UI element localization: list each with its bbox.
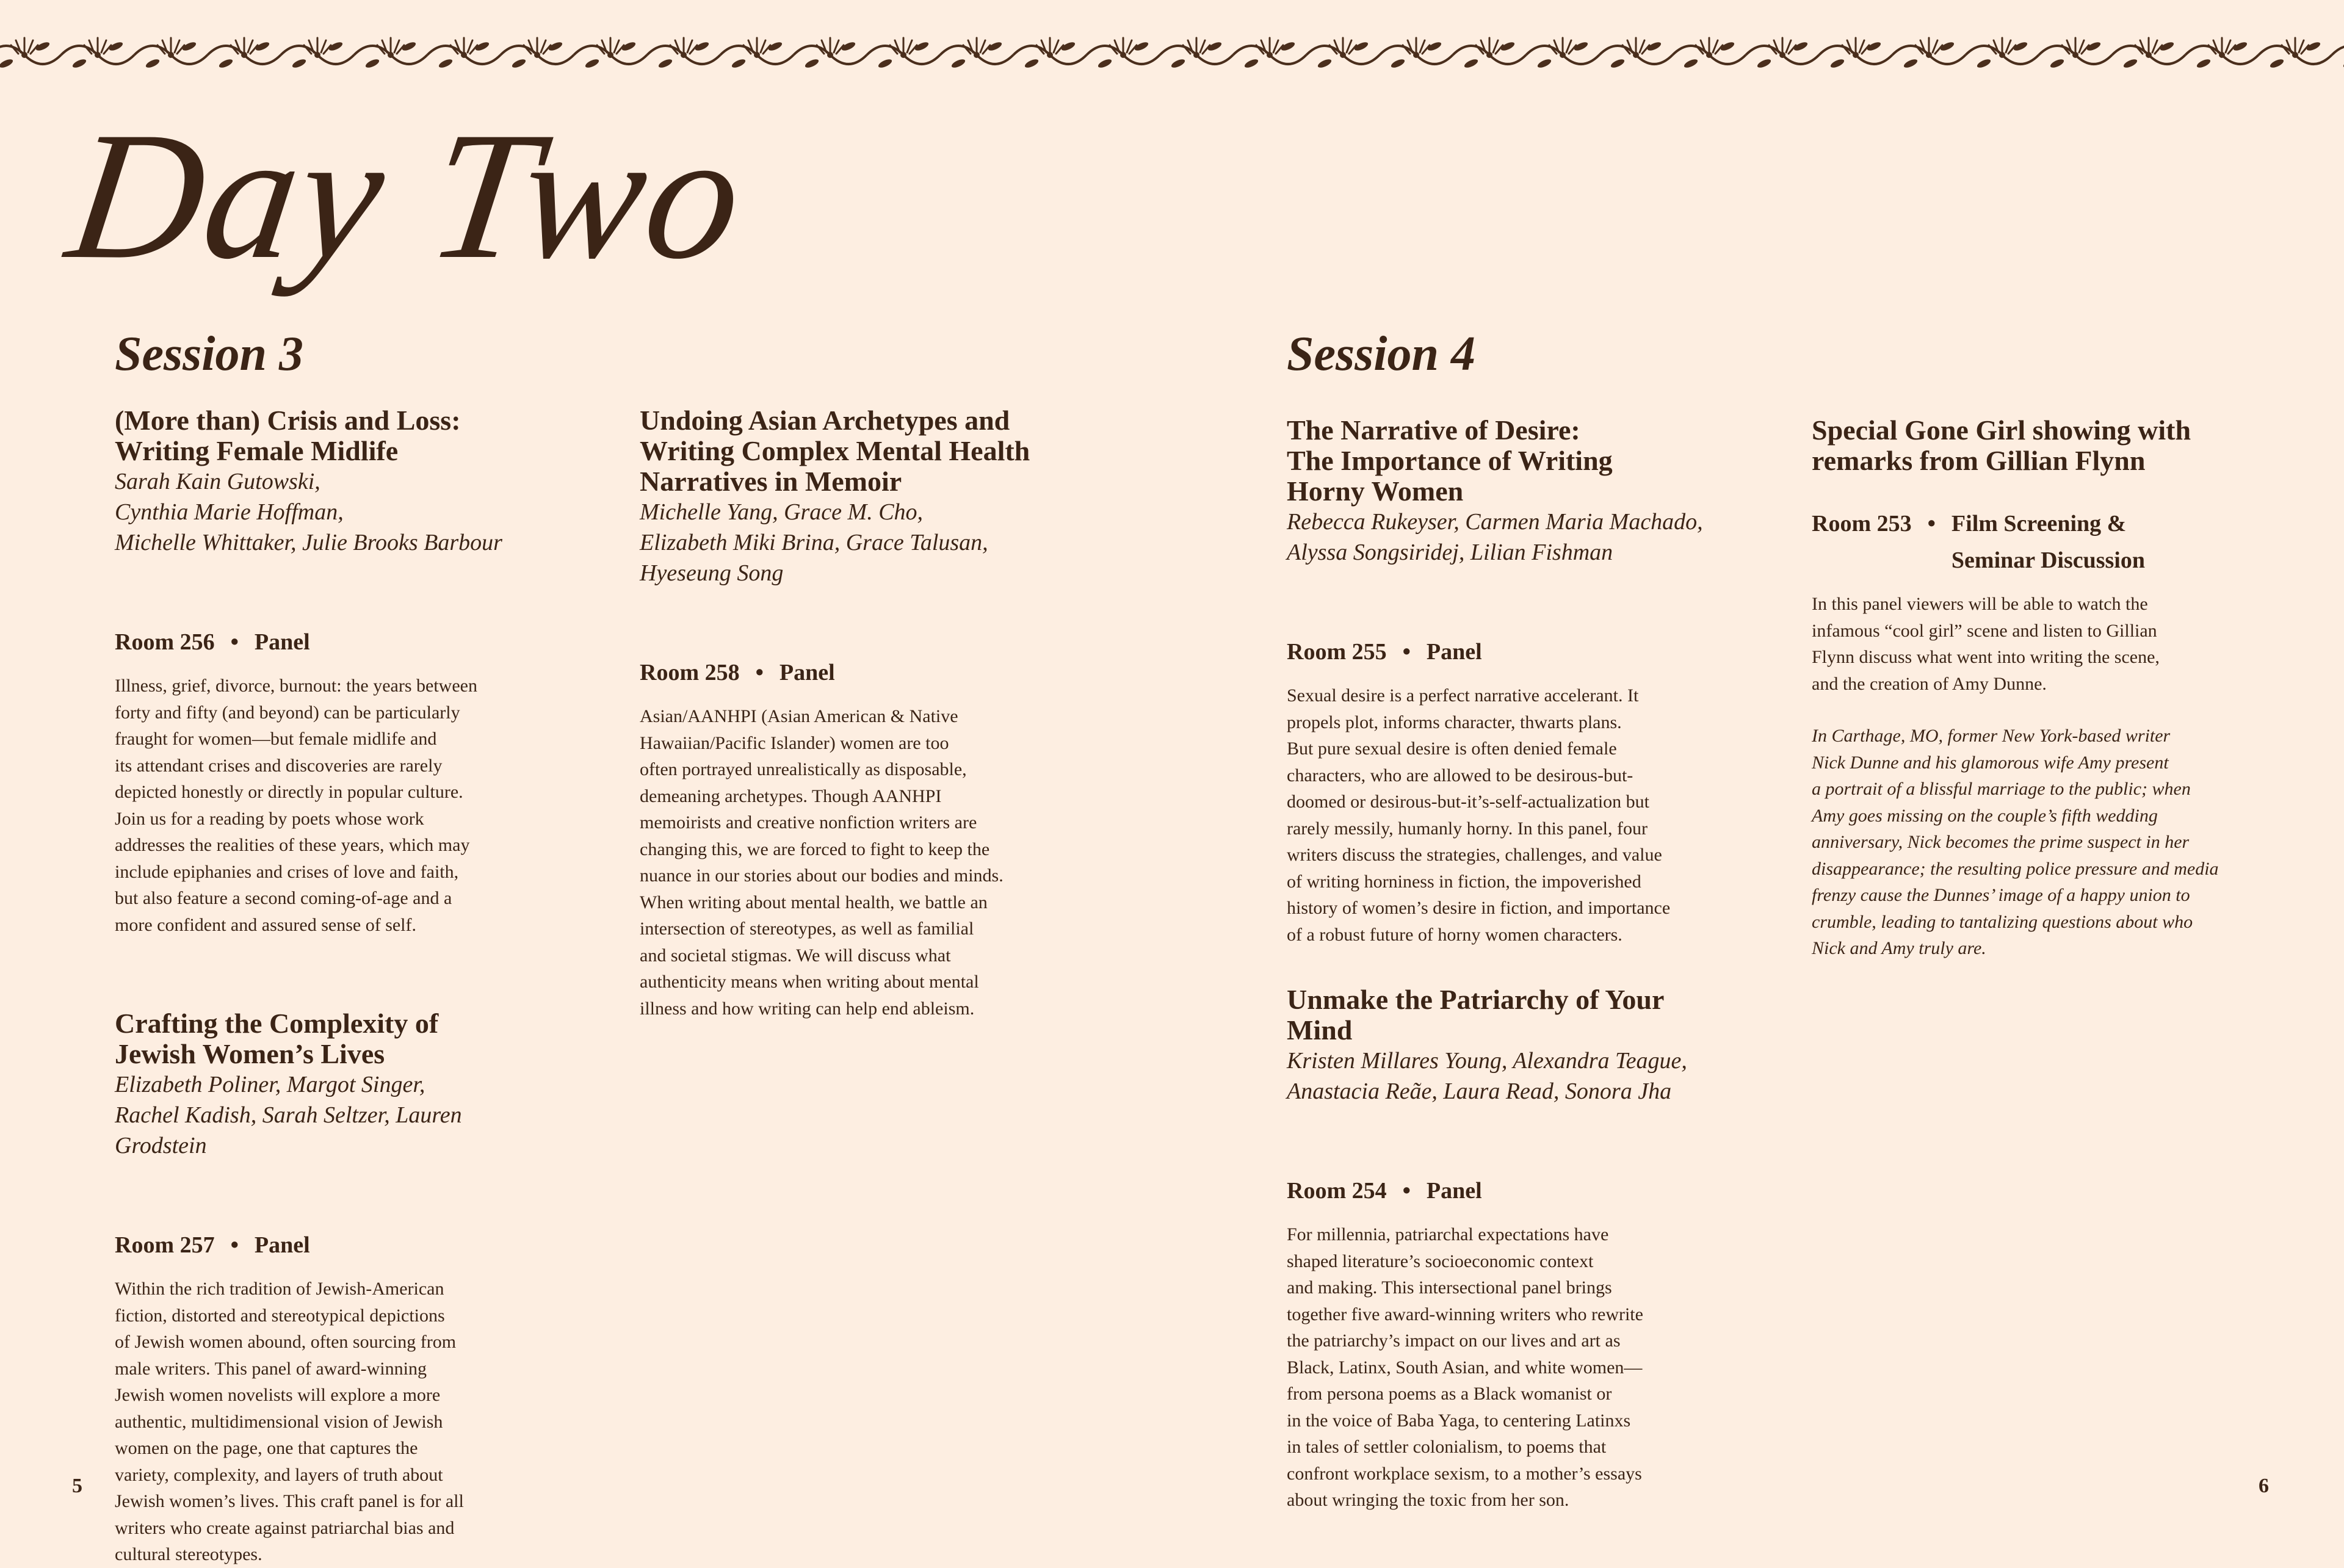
room-label: Room 253 [1812,511,1912,537]
session-type: Panel [254,629,310,655]
bullet: • [230,629,239,655]
talk-title: The Narrative of Desire: The Importance of Writing Horny Women [1287,414,1613,507]
bullet: • [1402,1178,1411,1204]
bullet: • [755,660,764,685]
session-type: Panel [779,660,835,685]
bullet: • [1927,511,1936,537]
session-4-heading: Session 4 [1287,327,1475,381]
talk-authors: Michelle Yang, Grace M. Cho, Elizabeth Miki Brina, Grace Talusan, Hyeseung Song [640,499,988,586]
room-label: Room 256 [115,629,215,655]
talk-description: Illness, grief, divorce, burnout: the years between forty and fifty (and beyond) can be particularly fraught for women—but female midlife and its attendant crises and discoveries are rarely depicted honestly or directly in popular culture. Join us for a reading by poets whose work addresses the realities of these years, which may include epiphanies and crises of love and faith, but also feature a second coming-of-age and a more confident and assured sense of self. [115,676,477,935]
talk-authors: Elizabeth Poliner, Margot Singer, Rachel Kadish, Sarah Seltzer, Lauren Grodstein [115,1072,462,1158]
talk-title: Special Gone Girl showing with remarks from Gillian Flynn [1812,414,2191,476]
talk-description: Sexual desire is a perfect narrative accelerant. It propels plot, informs character, thwarts plans. But pure sexual desire is often denied female characters, who are allowed to be desirous-but- doomed or desirous-but-it’s-self-actualization but rarely messily, humanly horny. In this panel, four writers discuss the strategies, challenges, and value of writing horniness in fiction, the impoverished history of women’s desire in fiction, and importance of a robust future of horny women characters. [1287,685,1671,945]
talk-meta [115,1190,554,1263]
session-type: Panel [254,1232,310,1258]
talk-meta [1812,505,2251,579]
talk-meta [115,587,554,660]
room-label: Room 255 [1287,639,1387,665]
talk-description: For millennia, patriarchal expectations have shaped literature’s socioeconomic context and making. This intersectional panel brings together five award-winning writers who rewrite the patriarchy’s impact on our lives and art as Black, Latinx, South Asian, and white women— from persona poems as a Black womanist or in the voice of Baba Yaga, to centering Latinxs in tales of settler colonialism, to poems that confront workplace sexism, to a mother’s essays about wringing the toxic from her son. [1287,1224,1643,1510]
talk-title: Crafting the Complexity of Jewish Women’s Lives [115,1008,439,1069]
right-column-2 [1812,415,2251,962]
talk-authors: Rebecca Rukeyser, Carmen Maria Machado, Alyssa Songsiridej, Lilian Fishman [1287,509,1703,565]
bullet: • [230,1232,239,1258]
room-label: Room 257 [115,1232,215,1258]
talk-authors: Kristen Millares Young, Alexandra Teague, Anastacia Reãe, Laura Read, Sonora Jha [1287,1048,1687,1104]
session-type: Panel [1426,1178,1482,1204]
right-column-1 [1287,415,1726,1514]
floral-vine-border [0,32,2344,74]
film-synopsis: In Carthage, MO, former New York-based writer Nick Dunne and his glamorous wife Amy present a portrait of a blissful marriage to the public; when Amy goes missing on the couple’s fifth wedding anniversary, Nick becomes the prime suspect in her disappearance; the resulting police pressure and media frenzy cause the Dunnes’ image of a happy union to crumble, leading to tantalizing questions about who Nick and Amy truly are. [1812,726,2219,958]
talk-title: (More than) Crisis and Loss: Writing Female Midlife [115,405,461,466]
talk-meta [1287,597,1726,670]
page-title: Day Two [57,94,756,297]
room-label: Room 258 [640,660,740,685]
talk-jewish-womens-lives [115,1008,554,1568]
talk-crisis-and-loss [115,405,554,938]
talk-description: Within the rich tradition of Jewish-American fiction, distorted and stereotypical depictions of Jewish women abound, often sourcing from male writers. This panel of award-winning Jewish women novelists will explore a more authentic, multidimensional vision of Jewish women on the page, one that captures the variety, complexity, and layers of truth about Jewish women’s lives. This craft panel is for all writers who create against patriarchal bias and cultural stereotypes. [115,1279,464,1564]
talk-unmake-patriarchy [1287,985,1726,1514]
talk-gone-girl-screening [1812,415,2251,962]
talk-asian-archetypes [640,405,1079,1022]
talk-meta [1287,1136,1726,1209]
talk-title: Undoing Asian Archetypes and Writing Complex Mental Health Narratives in Memoir [640,405,1030,497]
room-label: Room 254 [1287,1178,1387,1204]
page-number-left: 5 [72,1475,82,1497]
left-column-1 [115,405,554,1568]
talk-description: Asian/AANHPI (Asian American & Native Hawaiian/Pacific Islander) women are too often portrayed unrealistically as disposable, demeaning archetypes. Though AANHPI memoirists and creative nonfiction writers are changing this, we are forced to fight to keep the nuance in our stories about our bodies and minds. When writing about mental health, we battle an intersection of stereotypes, as well as familial and societal stigmas. We will discuss what authenticity means when writing about mental illness and how writing can help end ableism. [640,706,1004,1019]
page-number-right: 6 [2259,1475,2269,1497]
talk-narrative-of-desire [1287,415,1726,948]
session-3-heading: Session 3 [115,327,303,381]
talk-meta [640,618,1079,691]
session-type: Panel [1426,639,1482,665]
talk-title: Unmake the Patriarchy of Your Mind [1287,984,1665,1046]
talk-authors: Sarah Kain Gutowski, Cynthia Marie Hoffman, Michelle Whittaker, Julie Brooks Barbour [115,469,502,555]
bullet: • [1402,639,1411,665]
left-column-2 [640,405,1079,1022]
talk-description: In this panel viewers will be able to watch the infamous “cool girl” scene and listen to Gillian Flynn discuss what went into writing the scene, and the creation of Amy Dunne. [1812,594,2160,694]
session-type: Film Screening & Seminar Discussion [1951,511,2146,573]
